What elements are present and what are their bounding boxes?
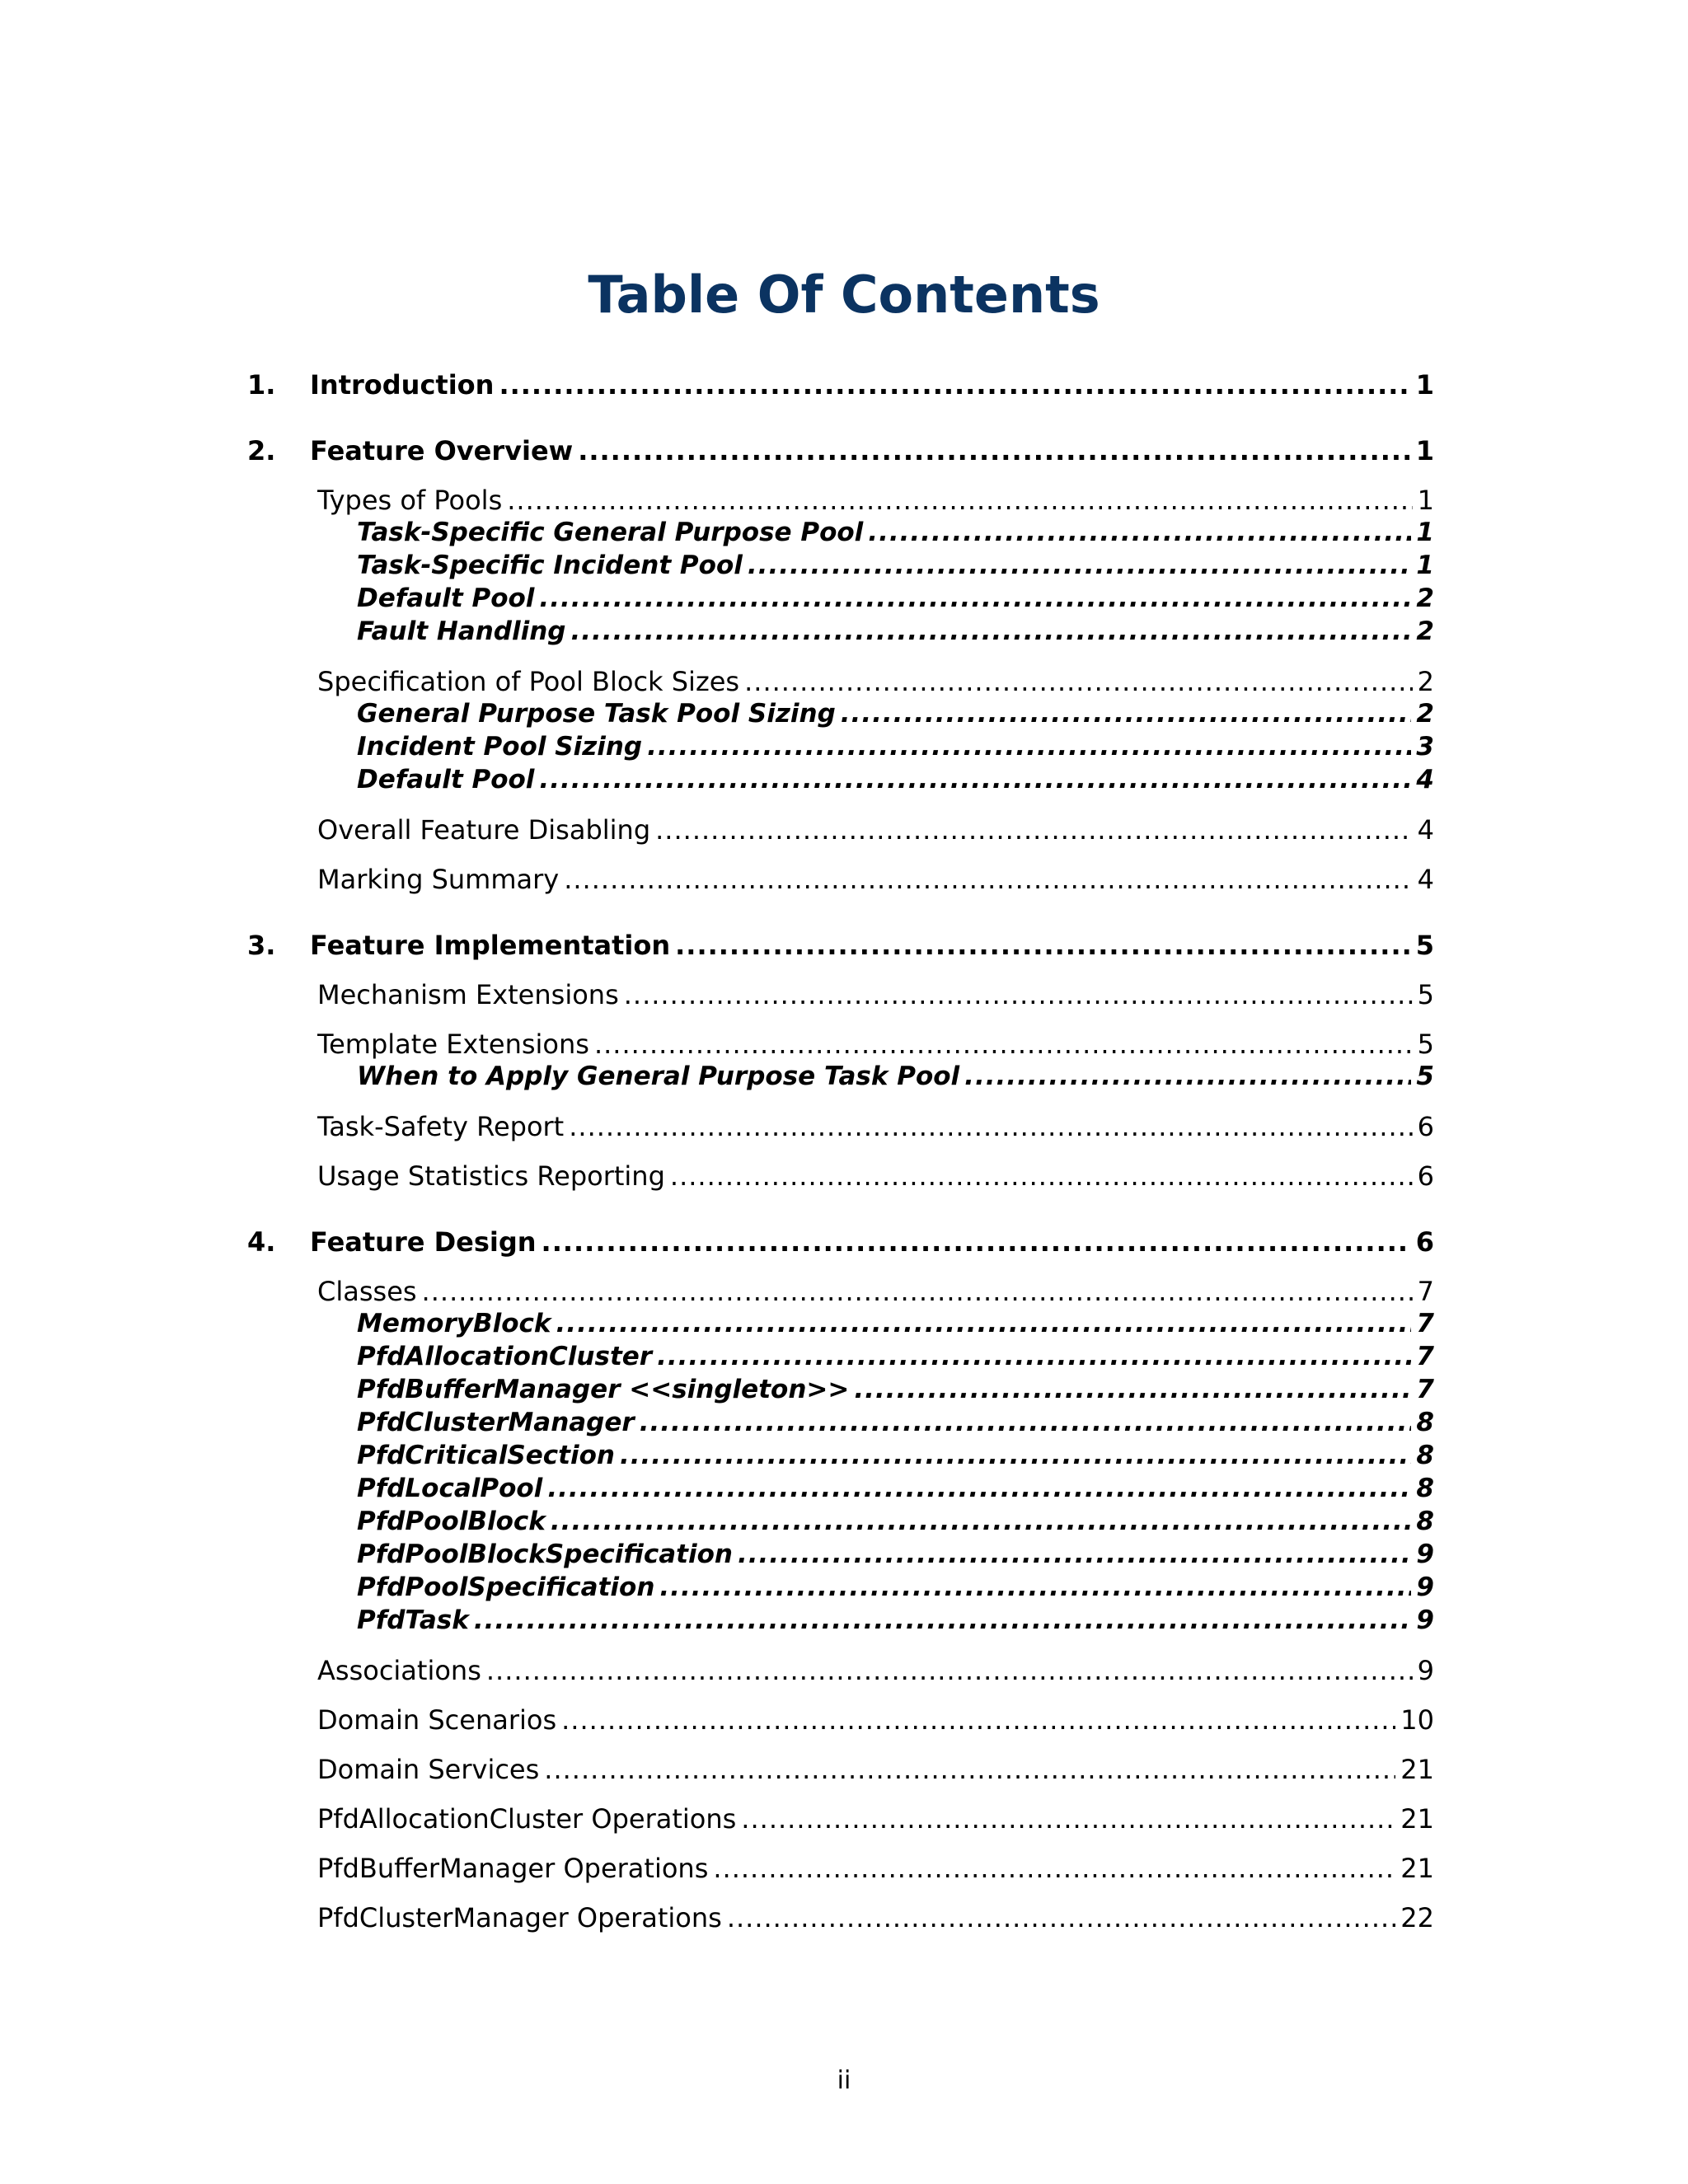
toc-dot-leader [655,814,1413,846]
toc-entry[interactable] [317,1704,1434,1742]
toc-dot-leader [727,1902,1395,1933]
toc-dot-leader [748,551,1412,580]
toc-entry-label: Usage Statistics Reporting [317,1160,665,1192]
toc-entry-page-number: 6 [1415,1226,1434,1258]
toc-dot-leader [544,1754,1395,1785]
toc-dot-leader [738,1540,1411,1569]
toc-entry-label: PfdClusterManager Operations [317,1902,722,1933]
toc-entry-label: When to Apply General Purpose Task Pool [357,1062,960,1091]
toc-entry-page-number: 1 [1416,551,1434,580]
toc-entry[interactable] [247,369,1434,407]
toc-entry-label: PfdPoolSpecification [357,1572,655,1602]
toc-entry-page-number: 1 [1415,369,1434,401]
toc-entry-label: PfdCriticalSection [357,1441,615,1470]
toc-dot-leader [499,369,1410,401]
toc-dot-leader [744,666,1413,697]
toc-entry-label: Task-Specific General Purpose Pool [357,518,864,547]
toc-entry-label: Marking Summary [317,864,560,895]
toc-entry-page-number: 2 [1416,583,1434,613]
toc-dot-leader [868,518,1411,547]
toc-dot-leader [659,1572,1411,1602]
toc-dot-leader [578,435,1411,466]
toc-dot-leader [670,1160,1413,1192]
toc-dot-leader [542,1226,1411,1258]
toc-entry-page-number: 10 [1400,1704,1434,1736]
page-title: Table Of Contents [588,265,1100,325]
toc-entry-page-number: 8 [1416,1441,1434,1470]
toc-entry[interactable] [317,1160,1434,1198]
toc-entry-label: Specification of Pool Block Sizes [317,666,740,697]
toc-entry-page-number: 2 [1416,699,1434,729]
toc-entry-page-number: 5 [1415,930,1434,961]
toc-entry-label: PfdAllocationCluster [357,1342,653,1371]
toc-entry-page-number: 7 [1417,1276,1434,1307]
footer-page-number: ii [837,2066,851,2095]
toc-entry[interactable] [317,1853,1434,1891]
toc-entry-page-number: 21 [1400,1803,1434,1835]
toc-entry-page-number: 1 [1415,435,1434,466]
toc-entry-label: PfdPoolBlockSpecification [357,1540,733,1569]
toc-entry-label: PfdLocalPool [357,1474,543,1503]
toc-entry-page-number: 7 [1416,1309,1434,1338]
toc-dot-leader [741,1803,1395,1835]
toc-entry-number: 1. [247,369,276,401]
toc-entry-label: PfdClusterManager [357,1408,635,1437]
toc-dot-leader [841,699,1412,729]
toc-entry-page-number: 5 [1416,1062,1434,1091]
toc-entry[interactable] [317,1655,1434,1693]
toc-dot-leader [640,1408,1412,1437]
toc-dot-leader [647,732,1411,762]
toc-entry[interactable] [317,1803,1434,1841]
toc-dot-leader [561,1704,1395,1736]
toc-dot-leader [539,583,1411,613]
toc-entry-label: Default Pool [357,765,535,794]
toc-dot-leader [624,979,1413,1010]
toc-entry-number: 2. [247,435,276,466]
toc-dot-leader [422,1276,1413,1307]
toc-dot-leader [539,765,1411,794]
toc-entry-label: Fault Handling [357,616,566,646]
toc-entry-label: Feature Overview [310,435,574,466]
toc-entry-page-number: 7 [1416,1375,1434,1404]
toc-entry-label: Incident Pool Sizing [357,732,643,762]
toc-entry-page-number: 8 [1416,1507,1434,1536]
toc-dot-leader [713,1853,1395,1884]
toc-entry-page-number: 9 [1416,1605,1434,1635]
toc-entry-label: Mechanism Extensions [317,979,619,1010]
toc-entry-page-number: 6 [1417,1111,1434,1142]
toc-entry-page-number: 9 [1416,1572,1434,1602]
toc-dot-leader [675,930,1411,961]
toc-entry[interactable] [317,864,1434,902]
toc-entry-page-number: 7 [1416,1342,1434,1371]
toc-entry[interactable] [317,814,1434,852]
toc-entry-label: Introduction [310,369,495,401]
toc-entry[interactable] [357,1062,1434,1099]
toc-entry-page-number: 9 [1417,1655,1434,1686]
toc-entry[interactable] [247,435,1434,473]
toc-entry[interactable] [357,616,1434,654]
toc-entry-label: MemoryBlock [357,1309,551,1338]
toc-entry-page-number: 5 [1417,979,1434,1010]
toc-entry-label: Default Pool [357,583,535,613]
toc-dot-leader [569,1111,1412,1142]
toc-entry[interactable] [317,1111,1434,1149]
toc-entry-label: Domain Services [317,1754,540,1785]
toc-entry-label: PfdAllocationCluster Operations [317,1803,737,1835]
toc-entry-label: Template Extensions [317,1029,589,1060]
toc-entry-number: 4. [247,1226,276,1258]
toc-entry[interactable] [247,1226,1434,1264]
toc-entry-number: 3. [247,930,276,961]
toc-entry[interactable] [317,1902,1434,1940]
toc-dot-leader [507,485,1412,516]
toc-entry-page-number: 8 [1416,1474,1434,1503]
toc-entry-label: Task-Safety Report [317,1111,565,1142]
toc-entry-label: Task-Specific Incident Pool [357,551,743,580]
toc-dot-leader [551,1507,1412,1536]
toc-entry-label: Types of Pools [317,485,503,516]
toc-dot-leader [564,864,1412,895]
toc-entry[interactable] [317,1754,1434,1792]
toc-entry-page-number: 21 [1400,1853,1434,1884]
toc-dot-leader [854,1375,1411,1404]
toc-entry-label: Overall Feature Disabling [317,814,651,846]
toc-entry-page-number: 5 [1417,1029,1434,1060]
toc-dot-leader [570,616,1411,646]
toc-entry[interactable] [247,930,1434,968]
toc-entry-page-number: 9 [1416,1540,1434,1569]
toc-dot-leader [594,1029,1413,1060]
toc-entry-page-number: 1 [1417,485,1434,516]
toc-entry-label: PfdBufferManager <<singleton>> [357,1375,850,1404]
toc-dot-leader [964,1062,1411,1091]
toc-entry-page-number: 21 [1400,1754,1434,1785]
toc-entry[interactable] [357,765,1434,803]
toc-entry-page-number: 3 [1416,732,1434,762]
toc-entry-page-number: 2 [1416,616,1434,646]
toc-entry-page-number: 4 [1417,814,1434,846]
toc-entry-page-number: 4 [1417,864,1434,895]
toc-dot-leader [547,1474,1411,1503]
toc-entry-page-number: 4 [1416,765,1434,794]
toc-entry-label: PfdPoolBlock [357,1507,546,1536]
toc-entry-page-number: 2 [1417,666,1434,697]
toc-entry-label: Associations [317,1655,481,1686]
toc-entry-label: PfdBufferManager Operations [317,1853,709,1884]
toc-dot-leader [620,1441,1411,1470]
toc-dot-leader [556,1309,1412,1338]
toc-entry-page-number: 6 [1417,1160,1434,1192]
toc-entry-page-number: 22 [1400,1902,1434,1933]
toc-dot-leader [657,1342,1411,1371]
toc-entry[interactable] [357,1605,1434,1643]
toc-dot-leader [486,1655,1413,1686]
toc-entry-label: General Purpose Task Pool Sizing [357,699,836,729]
toc-dot-leader [474,1605,1412,1635]
toc-entry-label: Classes [317,1276,417,1307]
toc-entry[interactable] [317,979,1434,1017]
toc-entry-label: PfdTask [357,1605,469,1635]
toc-entry-label: Feature Design [310,1226,537,1258]
toc-entry-page-number: 1 [1416,518,1434,547]
toc-entry-label: Domain Scenarios [317,1704,557,1736]
toc-entry-page-number: 8 [1416,1408,1434,1437]
toc-entry-label: Feature Implementation [310,930,671,961]
